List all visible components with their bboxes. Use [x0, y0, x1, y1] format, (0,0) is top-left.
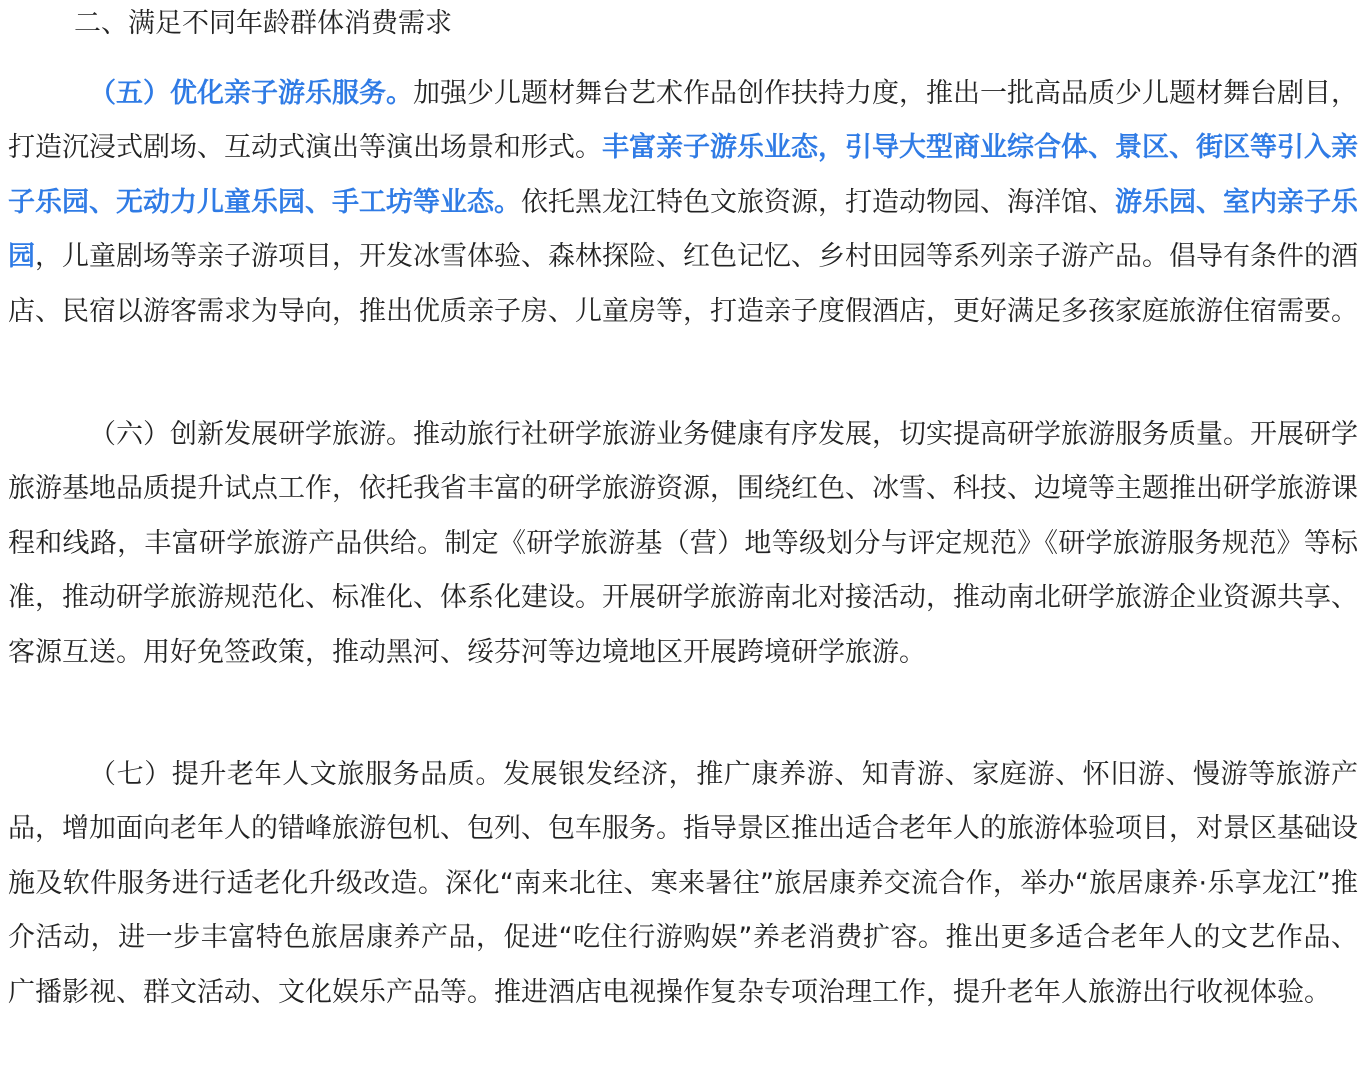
- paragraph-5-text-2: 依托黑龙江特色文旅资源，打造动物园、海洋馆、: [521, 186, 1115, 218]
- paragraph-5-title: （五）优化亲子游乐服务。: [89, 78, 413, 109]
- paragraph-6: [8, 408, 1358, 680]
- paragraph-5: [8, 67, 1358, 339]
- paragraph-5-text-1: 加强少儿题材舞台艺术作品创作扶持力度，推出一批高品质少儿题材舞台剧目，打造沉浸式剧场、互动式演出等演出场景和形式。: [8, 78, 1358, 164]
- paragraph-7: [8, 748, 1358, 1020]
- section-heading: 二、满足不同年龄群体消费需求: [74, 8, 452, 39]
- paragraph-5-highlight-2: 游乐园、室内亲子乐园: [8, 186, 1358, 273]
- paragraph-5-text-3: ，儿童剧场等亲子游项目，开发冰雪体验、森林探险、红色记忆、乡村田园等系列亲子游产品。倡导有条件的酒店、民宿以游客需求为导向，推出优质亲子房、儿童房等，打造亲子度假酒店，更好满足多孩家庭旅游住宿需要。: [8, 241, 1358, 327]
- paragraph-6-text: （六）创新发展研学旅游。推动旅行社研学旅游业务健康有序发展，切实提高研学旅游服务质量。开展研学旅游基地品质提升试点工作，依托我省丰富的研学旅游资源，围绕红色、冰雪、科技、边境等主题推出研学旅游课程和线路，丰富研学旅游产品供给。制定《研学旅游基（营）地等级划分与评定规范》《研学旅游服务规范》等标准，推动研学旅游规范化、标准化、体系化建设。开展研学旅游南北对接活动，推动南北研学旅游企业资源共享、客源互送。用好免签政策，推动黑河、绥芬河等边境地区开展跨境研学旅游。: [8, 419, 1358, 668]
- paragraph-5-highlight-1: 丰富亲子游乐业态，引导大型商业综合体、景区、街区等引入亲子乐园、无动力儿童乐园、手工坊等业态。: [8, 132, 1358, 218]
- paragraph-7-text: （七）提升老年人文旅服务品质。发展银发经济，推广康养游、知青游、家庭游、怀旧游、慢游等旅游产品，增加面向老年人的错峰旅游包机、包列、包车服务。指导景区推出适合老年人的旅游体验项目，对景区基础设施及软件服务进行适老化升级改造。深化“南来北往、寒来暑往”旅居康养交流合作，举办“旅居康养·乐享龙江”推介活动，进一步丰富特色旅居康养产品，促进“吃住行游购娱”养老消费扩容。推出更多适合老年人的文艺作品、广播影视、群文活动、文化娱乐产品等。推进酒店电视操作复杂专项治理工作，提升老年人旅游出行收视体验。: [8, 759, 1358, 1008]
